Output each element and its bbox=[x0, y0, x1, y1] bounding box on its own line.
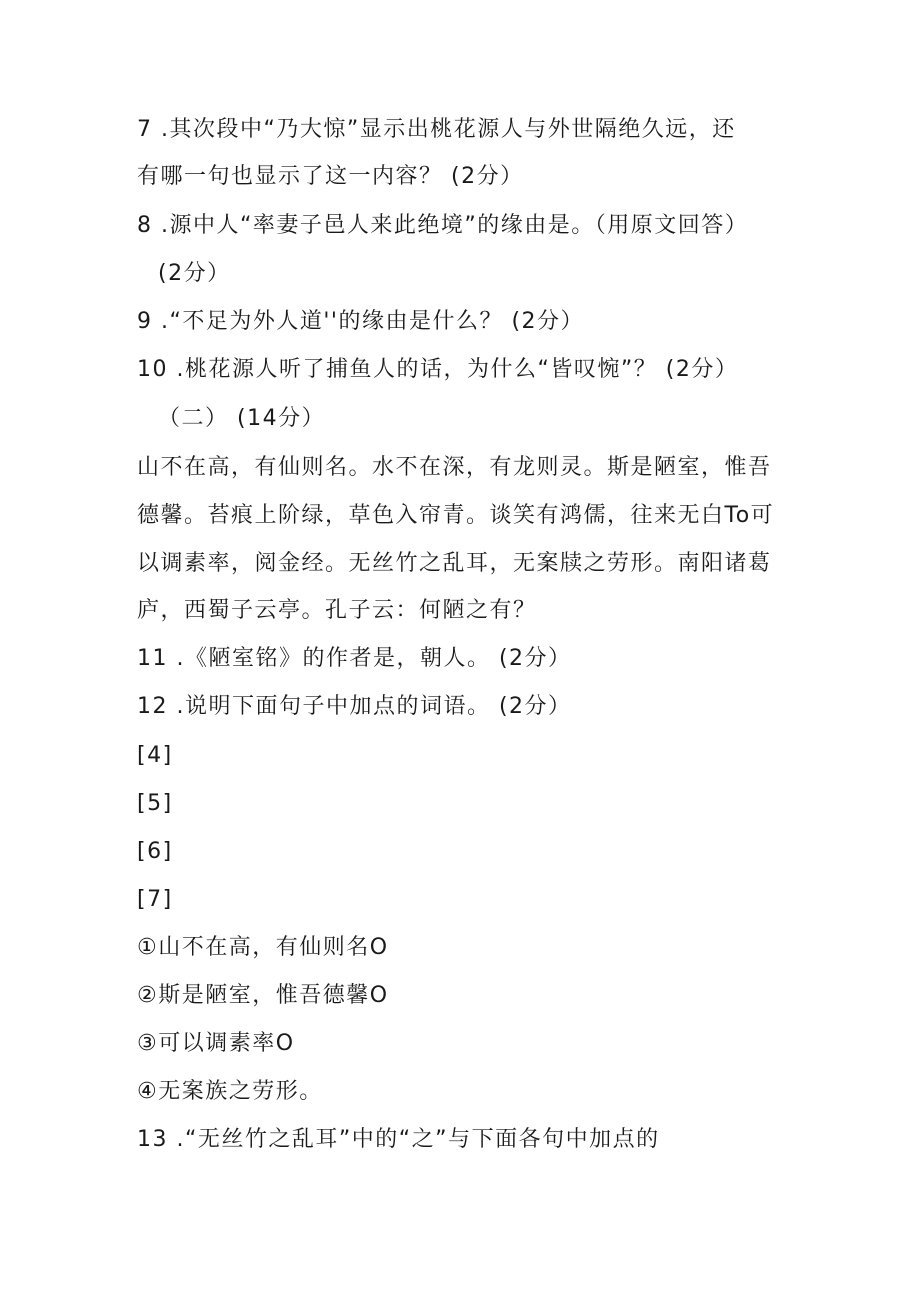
question-7-line-2: 有哪一句也显示了这一内容？ (2分） bbox=[137, 164, 524, 189]
question-12: 12 .说明下面句子中加点的词语。 (2分） bbox=[137, 694, 572, 719]
note-marker-6: [6] bbox=[137, 839, 173, 864]
sub-item-3: ③可以调素率O bbox=[137, 1031, 295, 1056]
question-9: 9 .“不足为外人道''的缘由是什么？ (2分） bbox=[137, 309, 585, 334]
passage-line-3: 以调素率，阅金经。无丝竹之乱耳，无案牍之劳形。南阳诸葛 bbox=[137, 551, 772, 576]
note-marker-7: [7] bbox=[137, 887, 173, 912]
note-marker-5: [5] bbox=[137, 791, 173, 816]
section-2-heading: （二） (14分） bbox=[158, 406, 326, 431]
sub-item-2: ②斯是陋室，惟吾德馨O bbox=[137, 983, 389, 1008]
question-10: 10 .桃花源人听了捕鱼人的话，为什么“皆叹惋”？ (2分） bbox=[137, 357, 739, 382]
question-8-line-2: (2分） bbox=[158, 261, 231, 286]
sub-item-4: ④无案族之劳形。 bbox=[137, 1079, 323, 1104]
question-8-line-1: 8 .源中人“率妻子邑人来此绝境”的缘由是。（用原文回答） bbox=[137, 213, 749, 238]
question-7-line-1: 7 .其次段中“乃大惊”显示出桃花源人与外世隔绝久远，还 bbox=[137, 117, 736, 142]
sub-item-1: ①山不在高，有仙则名O bbox=[137, 935, 389, 960]
passage-line-1: 山不在高，有仙则名。水不在深，有龙则灵。斯是陋室，惟吾 bbox=[137, 455, 772, 480]
note-marker-4: [4] bbox=[137, 743, 173, 768]
passage-line-4: 庐，西蜀子云亭。孔子云：何陋之有？ bbox=[137, 598, 537, 623]
passage-line-2: 德馨。苔痕上阶绿，草色入帘青。谈笑有鸿儒，往来无白To可 bbox=[137, 503, 775, 528]
question-13: 13 .“无丝竹之乱耳”中的“之”与下面各句中加点的 bbox=[137, 1127, 660, 1152]
question-11: 11 .《陋室铭》的作者是，朝人。 (2分） bbox=[137, 646, 572, 671]
